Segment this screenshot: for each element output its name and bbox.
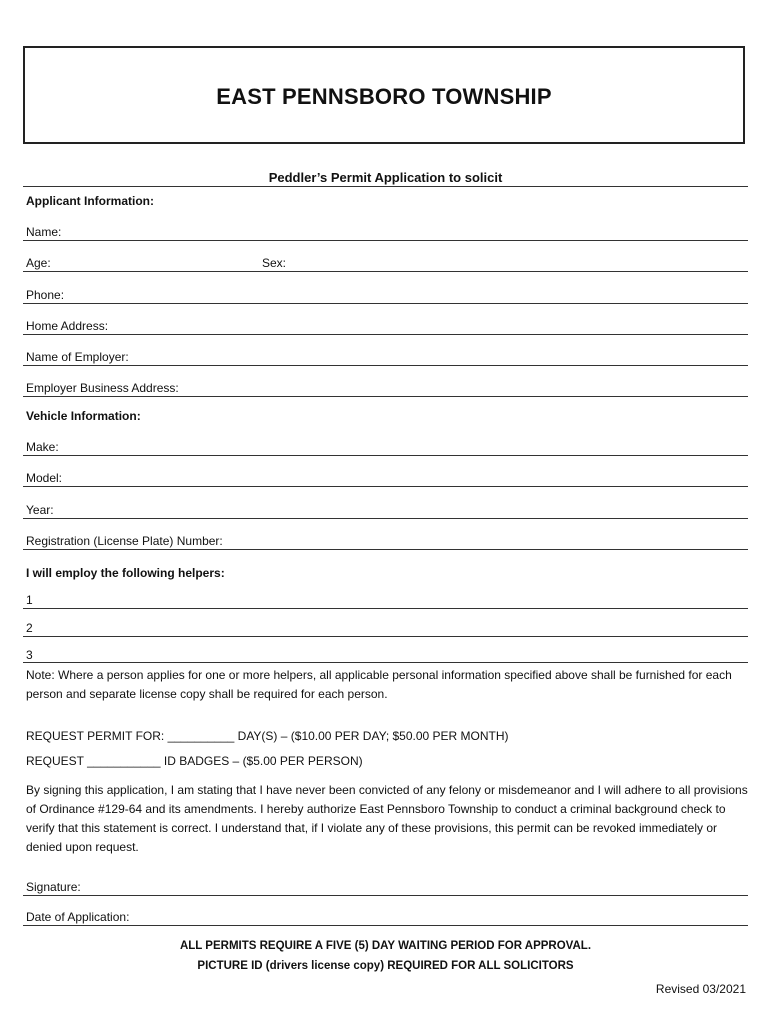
home-address-field[interactable] bbox=[23, 334, 748, 335]
certification-statement: By signing this application, I am stating that I have never been convicted of any felony or misdemeanor and I will adhere to all provisions of Ordinance #129-64 and its amendments. I hereby authorize East Pennsboro Township to conduct a criminal background check to verify that this statement is correct. I understand that, if I violate any of these provisions, this permit can be revoked immediately or denied upon request. bbox=[26, 783, 748, 854]
helper-number: 1 bbox=[26, 593, 33, 607]
year-field[interactable] bbox=[23, 518, 748, 519]
form-subtitle: Peddler’s Permit Application to solicit bbox=[268, 170, 503, 185]
helper-number: 3 bbox=[26, 648, 33, 662]
make-label: Make: bbox=[26, 440, 59, 454]
helpers-heading: I will employ the following helpers: bbox=[26, 566, 225, 580]
date-label: Date of Application: bbox=[26, 910, 130, 924]
age-label: Age: bbox=[26, 256, 51, 270]
waiting-period-notice: ALL PERMITS REQUIRE A FIVE (5) DAY WAITING PERIOD FOR APPROVAL. bbox=[179, 940, 592, 952]
request-badges-line: REQUEST ___________ ID BADGES – ($5.00 PER PERSON) bbox=[26, 754, 363, 768]
header-box bbox=[23, 46, 745, 144]
year-label: Year: bbox=[26, 503, 54, 517]
helper-number: 2 bbox=[26, 621, 33, 635]
model-label: Model: bbox=[26, 471, 63, 485]
name-field[interactable] bbox=[23, 240, 748, 241]
name-label: Name: bbox=[26, 225, 62, 239]
registration-label: Registration (License Plate) Number: bbox=[26, 534, 223, 548]
make-field[interactable] bbox=[23, 455, 748, 456]
helpers-note: Note: Where a person applies for one or more helpers, all applicable personal information specified above shall be furnished for each person and separate license copy shall be required for each person. bbox=[26, 668, 732, 701]
model-field[interactable] bbox=[23, 486, 748, 487]
picture-id-notice: PICTURE ID (drivers license copy) REQUIRED FOR ALL SOLICITORS bbox=[197, 960, 574, 972]
divider bbox=[23, 186, 748, 187]
phone-label: Phone: bbox=[26, 288, 65, 302]
helper-field[interactable] bbox=[23, 662, 748, 663]
page-title: EAST PENNSBORO TOWNSHIP bbox=[216, 84, 552, 109]
home-address-label: Home Address: bbox=[26, 319, 109, 333]
helper-field[interactable] bbox=[23, 636, 748, 637]
employer-address-field[interactable] bbox=[23, 396, 748, 397]
employer-label: Name of Employer: bbox=[26, 350, 129, 364]
helper-field[interactable] bbox=[23, 608, 748, 609]
sex-label: Sex: bbox=[262, 256, 287, 270]
request-permit-line: REQUEST PERMIT FOR: __________ DAY(S) – ($10.00 PER DAY; $50.00 PER MONTH) bbox=[26, 729, 509, 743]
revision-date: Revised 03/2021 bbox=[655, 982, 746, 996]
employer-field[interactable] bbox=[23, 365, 748, 366]
employer-address-label: Employer Business Address: bbox=[26, 381, 179, 395]
vehicle-heading: Vehicle Information: bbox=[26, 409, 141, 423]
phone-field[interactable] bbox=[23, 303, 748, 304]
registration-field[interactable] bbox=[23, 549, 748, 550]
applicant-heading: Applicant Information: bbox=[26, 194, 154, 208]
signature-field[interactable] bbox=[23, 895, 748, 896]
age-sex-field[interactable] bbox=[23, 271, 748, 272]
date-field[interactable] bbox=[23, 925, 748, 926]
signature-label: Signature: bbox=[26, 880, 81, 894]
